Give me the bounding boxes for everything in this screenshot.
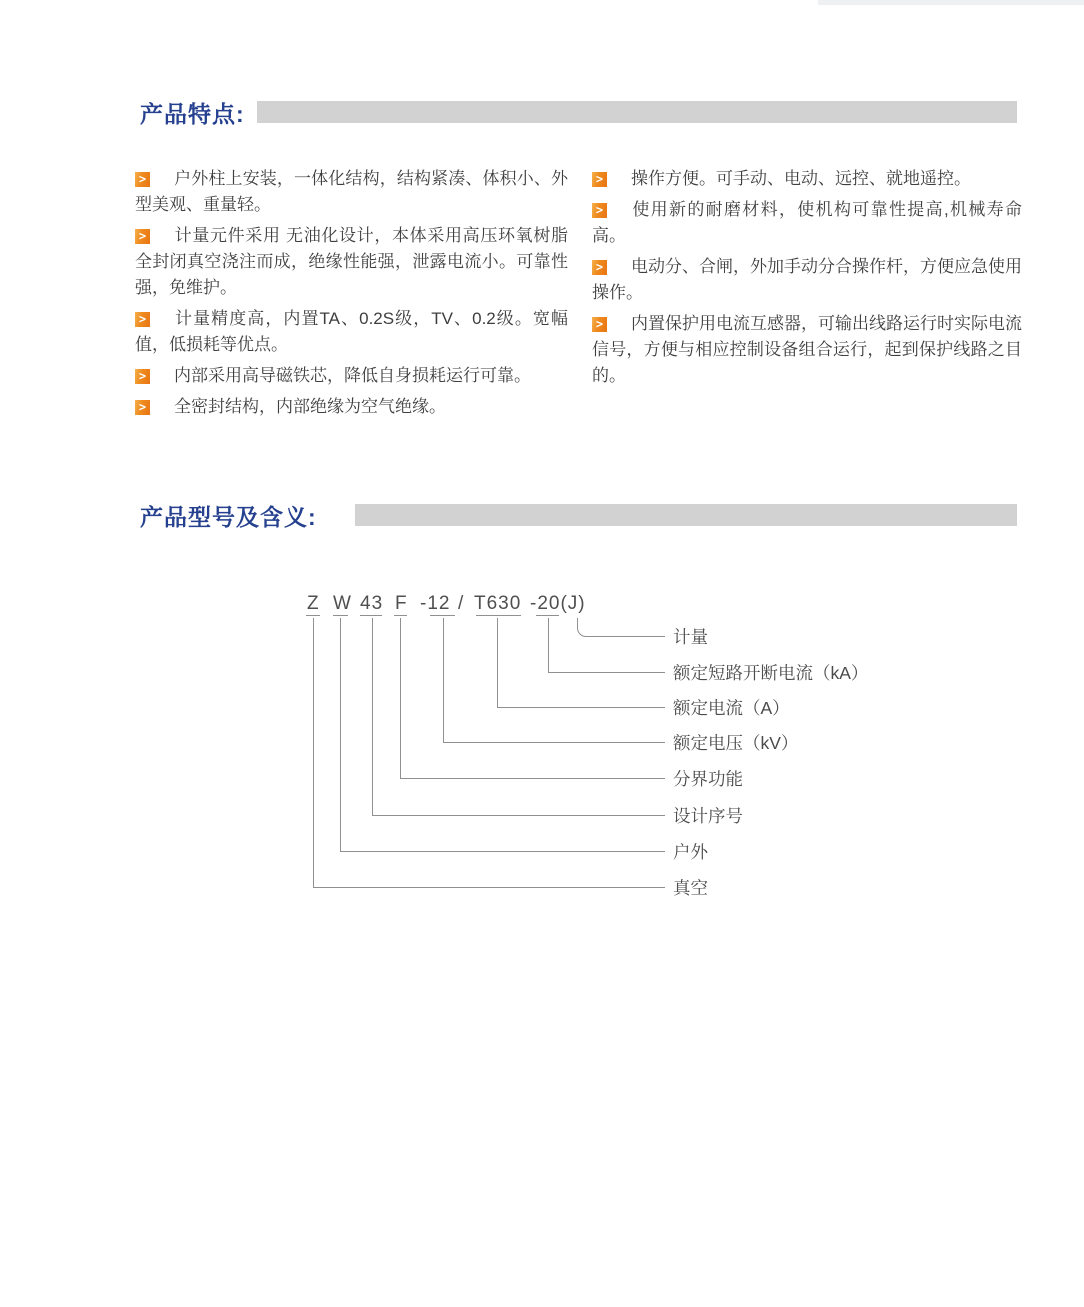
model-code-part: Z: [307, 593, 320, 614]
model-label: 分界功能: [673, 769, 743, 789]
model-code-part: -20(J): [530, 593, 586, 614]
model-code-part: T630: [474, 593, 522, 614]
model-code-part: W: [333, 593, 352, 614]
feature-text: 计量元件采用 无油化设计，本体采用高压环氧树脂全封闭真空浇注而成，绝缘性能强，泄露电流小。可靠性强，免维护。: [135, 226, 568, 297]
code-underline: [430, 615, 455, 616]
features-columns: [135, 166, 1022, 425]
feature-text: 内置保护用电流互感器，可输出线路运行时实际电流信号，方便与相应控制设备组合运行，起到保护线路之目的。: [592, 314, 1022, 385]
feature-item: [135, 306, 568, 358]
bullet-arrow-icon: >: [135, 400, 150, 415]
model-label: 计量: [673, 627, 708, 647]
feature-text: 户外柱上安装，一体化结构，结构紧凑、体积小、外型美观、重量轻。: [135, 169, 568, 214]
feature-item: [135, 166, 568, 218]
feature-text: 使用新的耐磨材料，使机构可靠性提高,机械寿命高。: [592, 200, 1022, 245]
code-underline: [476, 615, 521, 616]
features-left-column: [135, 166, 568, 425]
feature-item: [135, 394, 568, 420]
model-label: 户外: [673, 842, 708, 862]
model-label: 真空: [673, 878, 708, 898]
model-label: 额定电压（kV）: [673, 733, 799, 753]
model-label: 额定电流（A）: [673, 698, 790, 718]
bullet-arrow-icon: >: [592, 203, 607, 218]
model-code-part: F: [395, 593, 408, 614]
feature-text: 内部采用高导磁铁芯，降低自身损耗运行可靠。: [174, 366, 531, 385]
feature-item: [592, 311, 1022, 389]
code-underline: [333, 615, 348, 616]
feature-text: 操作方便。可手动、电动、远控、就地遥控。: [631, 169, 971, 188]
bullet-arrow-icon: >: [135, 172, 150, 187]
model-label: 额定短路开断电流（kA）: [673, 663, 869, 683]
bullet-arrow-icon: >: [135, 312, 150, 327]
feature-text: 计量精度高，内置TA、0.2S级，TV、0.2级。宽幅值，低损耗等优点。: [135, 309, 568, 354]
connector-line-zhenkong: [313, 618, 665, 888]
feature-item: [592, 166, 1022, 192]
features-heading-bar: [257, 101, 1017, 123]
code-underline: [306, 615, 320, 616]
code-underline: [394, 615, 407, 616]
bullet-arrow-icon: >: [592, 260, 607, 275]
feature-item: [592, 254, 1022, 306]
bullet-arrow-icon: >: [135, 369, 150, 384]
model-code-part: -12: [420, 593, 451, 614]
feature-item: [135, 363, 568, 389]
feature-item: [592, 197, 1022, 249]
feature-text: 全密封结构，内部绝缘为空气绝缘。: [174, 397, 446, 416]
bullet-arrow-icon: >: [592, 317, 607, 332]
model-section-title: 产品型号及含义:: [140, 504, 317, 530]
bullet-arrow-icon: >: [592, 172, 607, 187]
feature-text: 电动分、合闸，外加手动分合操作杆，方便应急使用操作。: [592, 257, 1022, 302]
code-underline: [536, 615, 559, 616]
features-section-title: 产品特点:: [140, 101, 245, 127]
feature-item: [135, 223, 568, 301]
model-code-part: /: [458, 593, 465, 614]
top-accent-strip: [818, 0, 1084, 5]
features-right-column: [592, 166, 1022, 425]
model-code-part: 43: [360, 593, 384, 614]
model-heading-bar: [355, 504, 1017, 526]
bullet-arrow-icon: >: [135, 229, 150, 244]
model-label: 设计序号: [673, 806, 743, 826]
code-underline: [360, 615, 382, 616]
